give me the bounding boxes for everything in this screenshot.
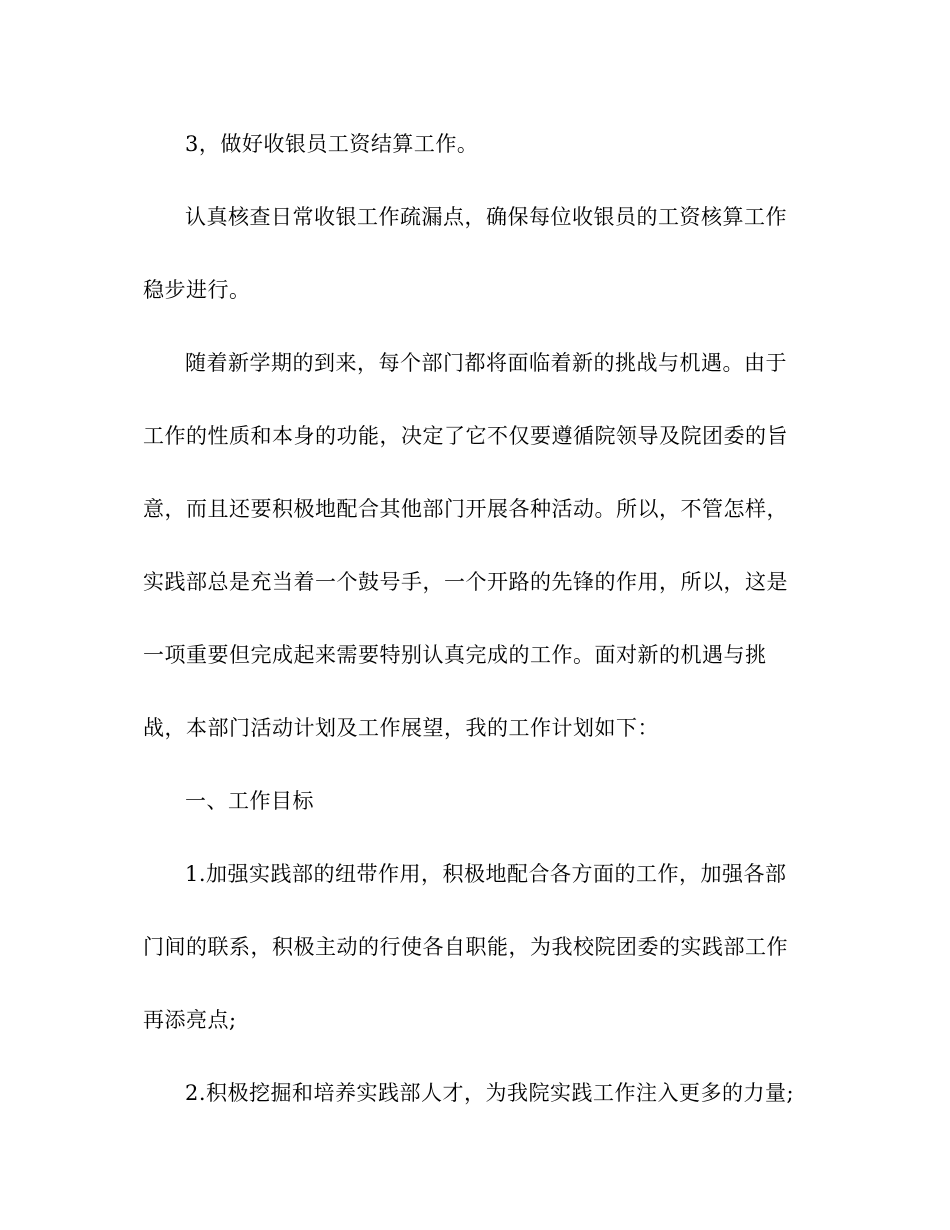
paragraph-line: 认真核查日常收银工作疏漏点，确保每位收银员的工资核算工作 [185, 205, 787, 229]
paragraph-line: 再添亮点; [143, 1008, 237, 1032]
paragraph-line: 战，本部门活动计划及工作展望，我的工作计划如下： [143, 716, 659, 740]
paragraph-line: 稳步进行。 [143, 278, 251, 302]
paragraph-line: 一项重要但完成起来需要特别认真完成的工作。面对新的机遇与挑 [143, 643, 767, 667]
paragraph-line: 实践部总是充当着一个鼓号手，一个开路的先锋的作用，所以，这是 [143, 570, 788, 594]
paragraph-line: 3，做好收银员工资结算工作。 [185, 132, 479, 156]
paragraph-line: 随着新学期的到来，每个部门都将面临着新的挑战与机遇。由于 [185, 351, 787, 375]
paragraph-line: 1.加强实践部的纽带作用，积极地配合各方面的工作，加强各部 [185, 862, 787, 886]
paragraph-line: 工作的性质和本身的功能，决定了它不仅要遵循院领导及院团委的旨 [143, 424, 788, 448]
paragraph-line: 意，而且还要积极地配合其他部门开展各种活动。所以，不管怎样， [143, 497, 788, 521]
paragraph-line: 2.积极挖掘和培养实践部人才，为我院实践工作注入更多的力量; [185, 1081, 795, 1105]
paragraph-line: 门间的联系，积极主动的行使各自职能，为我校院团委的实践部工作 [143, 935, 788, 959]
section-heading: 一、工作目标 [185, 789, 314, 813]
